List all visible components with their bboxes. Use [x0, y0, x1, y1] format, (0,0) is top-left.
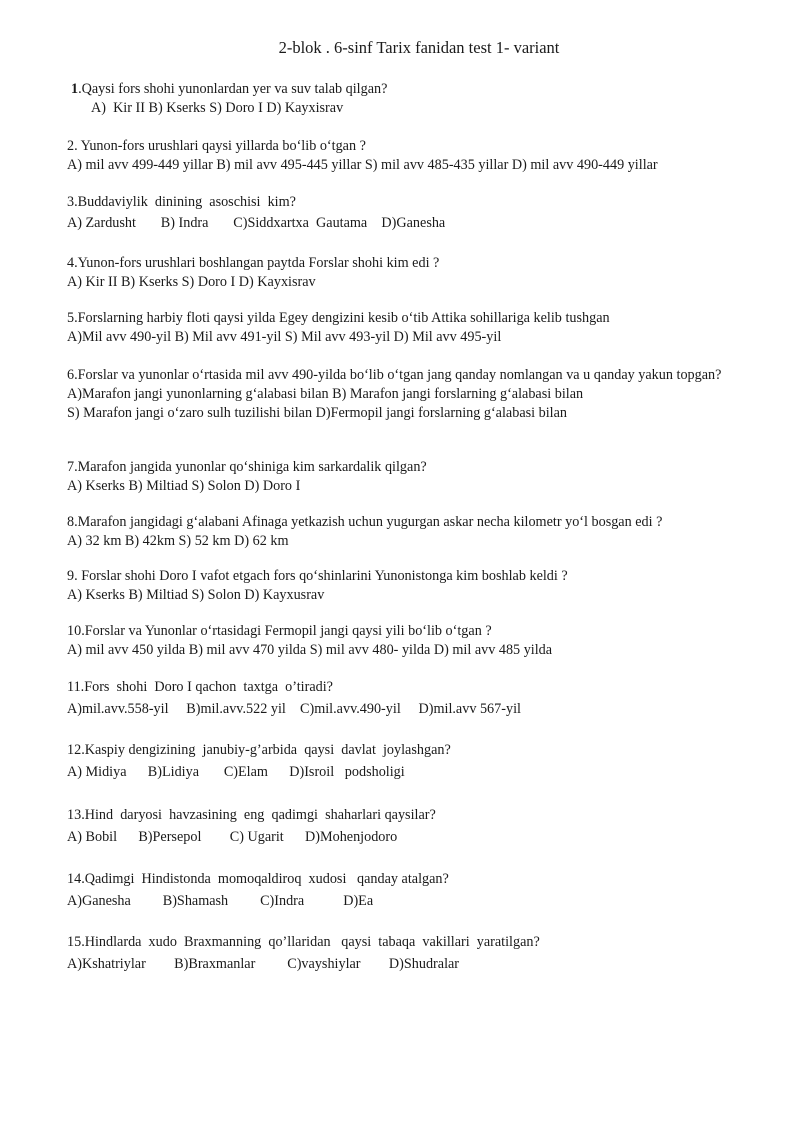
answer-options: A) Kserks B) Miltiad S) Solon D) Doro I [67, 478, 301, 494]
question-text: 7.Marafon jangida yunonlar qo‘shiniga kim sarkardalik qilgan? [67, 459, 427, 475]
question-8 [67, 513, 767, 551]
question-12 [67, 741, 767, 782]
answer-options: A) Kir II B) Kserks S) Doro I D) Kayxisrav [67, 274, 316, 290]
question-11 [67, 678, 767, 719]
answer-options: A) Kserks B) Miltiad S) Solon D) Kayxusrav [67, 587, 325, 603]
question-15 [67, 933, 767, 974]
question-text: 2. Yunon-fors urushlari qaysi yillarda bo‘lib o‘tgan ? [67, 138, 366, 154]
question-text: 4.Yunon-fors urushlari boshlangan paytda Forslar shohi kim edi ? [67, 255, 440, 271]
answer-options: A)Ganesha B)Shamash C)Indra D)Ea [67, 893, 374, 909]
question-5 [67, 309, 767, 347]
question-9 [67, 567, 767, 605]
question-text: 14.Qadimgi Hindistonda momoqaldiroq xudosi qanday atalgan? [67, 871, 449, 887]
answer-options: A) 32 km B) 42km S) 52 km D) 62 km [67, 533, 289, 549]
answer-options: S) Marafon jangi o‘zaro sulh tuzilishi bilan D)Fermopil jangi forslarning g‘alabasi bilan [67, 405, 567, 421]
question-13 [67, 806, 767, 847]
answer-options: A) Zardusht B) Indra C)Siddxartxa Gautama D)Ganesha [67, 215, 446, 231]
question-3 [67, 193, 767, 233]
question-text: 12.Kaspiy dengizining janubiy-g’arbida qaysi davlat joylashgan? [67, 742, 451, 758]
question-text: 11.Fors shohi Doro I qachon taxtga o’tiradi? [67, 679, 333, 695]
question-text: 15.Hindlarda xudo Braxmanning qo’llaridan qaysi tabaqa vakillari yaratilgan? [67, 934, 540, 950]
answer-options: A)mil.avv.558-yil B)mil.avv.522 yil C)mil.avv.490-yil D)mil.avv 567-yil [67, 701, 521, 717]
question-number: 1 [71, 81, 79, 97]
question-7 [67, 458, 767, 496]
question-text: 10.Forslar va Yunonlar o‘rtasidagi Fermopil jangi qaysi yili bo‘lib o‘tgan ? [67, 623, 492, 639]
answer-options: A)Kshatriylar B)Braxmanlar C)vayshiylar D)Shudralar [67, 956, 460, 972]
question-text: 13.Hind daryosi havzasining eng qadimgi shaharlari qaysilar? [67, 807, 436, 823]
question-text: 9. Forslar shohi Doro I vafot etgach fors qo‘shinlarini Yunonistonga kim boshlab keldi ? [67, 568, 568, 584]
question-text: 3.Buddaviylik dinining asoschisi kim? [67, 194, 296, 210]
answer-options: A) mil avv 450 yilda B) mil avv 470 yilda S) mil avv 480- yilda D) mil avv 485 yilda [67, 642, 553, 658]
answer-options: A)Marafon jangi yunonlarning g‘alabasi bilan B) Marafon jangi forslarning g‘alabasi bilan [67, 386, 584, 402]
answer-options: A)Mil avv 490-yil B) Mil avv 491-yil S) Mil avv 493-yil D) Mil avv 495-yil [67, 329, 502, 345]
answer-options: A) Bobil B)Persepol C) Ugarit D)Mohenjodoro [67, 829, 398, 845]
question-4 [67, 254, 767, 292]
answer-options: A) mil avv 499-449 yillar B) mil avv 495-445 yillar S) mil avv 485-435 yillar D) mil avv 490-449 yillar [67, 157, 658, 173]
question-10 [67, 622, 767, 660]
question-6 [67, 366, 767, 423]
question-1 [67, 80, 767, 118]
question-14 [67, 870, 767, 911]
page-title: 2-blok . 6-sinf Tarix fanidan test 1- variant [278, 38, 560, 57]
question-2 [67, 137, 767, 175]
answer-options: A) Midiya B)Lidiya C)Elam D)Isroil podsholigi [67, 764, 405, 780]
answer-options: A) Kir II B) Kserks S) Doro I D) Kayxisrav [91, 100, 344, 116]
question-text: 6.Forslar va yunonlar o‘rtasida mil avv 490-yilda bo‘lib o‘tgan jang qanday nomlangan va u qanday yakun topgan? [67, 367, 722, 383]
question-text: 8.Marafon jangidagi g‘alabani Afinaga yetkazish uchun yugurgan askar necha kilometr yo‘l bosgan edi ? [67, 514, 663, 530]
question-text: 5.Forslarning harbiy floti qaysi yilda Egey dengizini kesib o‘tib Attika sohillariga kelib tushgan [67, 310, 610, 326]
question-text: .Qaysi fors shohi yunonlardan yer va suv talab qilgan? [78, 81, 388, 97]
